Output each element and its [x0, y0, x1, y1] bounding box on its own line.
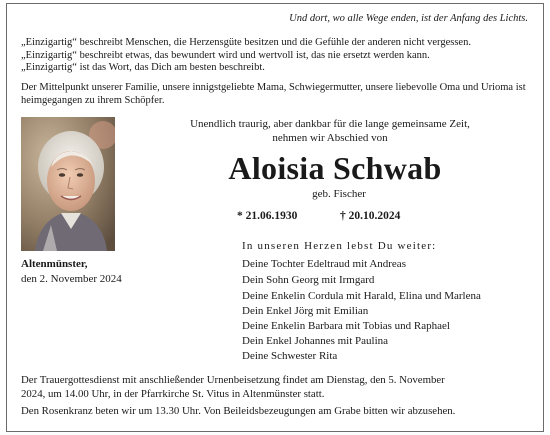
birth-name: geb. Fischer [312, 188, 366, 200]
death-date: † 20.10.2024 [340, 210, 401, 222]
family-member: Deine Tochter Edeltraud mit Andreas [242, 258, 406, 270]
intro-text: Der Mittelpunkt unserer Familie, unsere innigstgeliebte Mama, Schwiegermutter, unsere liebevolle Oma und Urioma ist heimgegangen zu ihrem Schöpfer. [21, 82, 526, 106]
quote-line: „Einzigartig“ beschreibt etwas, das bewundert wird und wertvoll ist, das nie ersetzt werden kann. [21, 50, 430, 61]
place-town: Altenmünster, [21, 258, 88, 270]
family-member: Dein Sohn Georg mit Irmgard [242, 274, 375, 286]
deceased-name: Aloisia Schwab [228, 150, 442, 186]
thanks-line: Unendlich traurig, aber dankbar für die lange gemeinsame Zeit, [190, 118, 470, 130]
family-member: Deine Enkelin Cordula mit Harald, Elina und Marlena [242, 290, 481, 302]
closing-line: Der Trauergottesdienst mit anschließender Urnenbeisetzung findet am Dienstag, den 5. November [21, 374, 445, 386]
family-member: Dein Enkel Johannes mit Paulina [242, 335, 389, 347]
family-member: Deine Schwester Rita [242, 350, 338, 362]
closing-line: 2024, um 14.00 Uhr, in der Pfarrkirche St. Vitus in Altenmünster statt. [21, 388, 325, 400]
birth-date: * 21.06.1930 [237, 210, 298, 222]
family-member: Deine Enkelin Barbara mit Tobias und Raphael [242, 320, 450, 332]
place-date: den 2. November 2024 [21, 273, 122, 285]
family-member: Dein Enkel Jörg mit Emilian [242, 305, 369, 317]
closing-line: Den Rosenkranz beten wir um 13.30 Uhr. Von Beileidsbezeugungen am Grabe bitten wir abzusehen. [21, 405, 456, 417]
motto: Und dort, wo alle Wege enden, ist der Anfang des Lichts. [289, 13, 528, 24]
thanks-line: nehmen wir Abschied von [272, 132, 388, 144]
quote-line: „Einzigartig“ beschreibt Menschen, die Herzensgüte besitzen und die Gefühle der anderen nicht vergessen. [21, 37, 471, 48]
quote-line: „Einzigartig“ ist das Wort, das Dich am besten beschreibt. [21, 62, 265, 73]
portrait-photo [21, 117, 115, 251]
family-heading: In unseren Herzen lebst Du weiter: [242, 240, 437, 252]
